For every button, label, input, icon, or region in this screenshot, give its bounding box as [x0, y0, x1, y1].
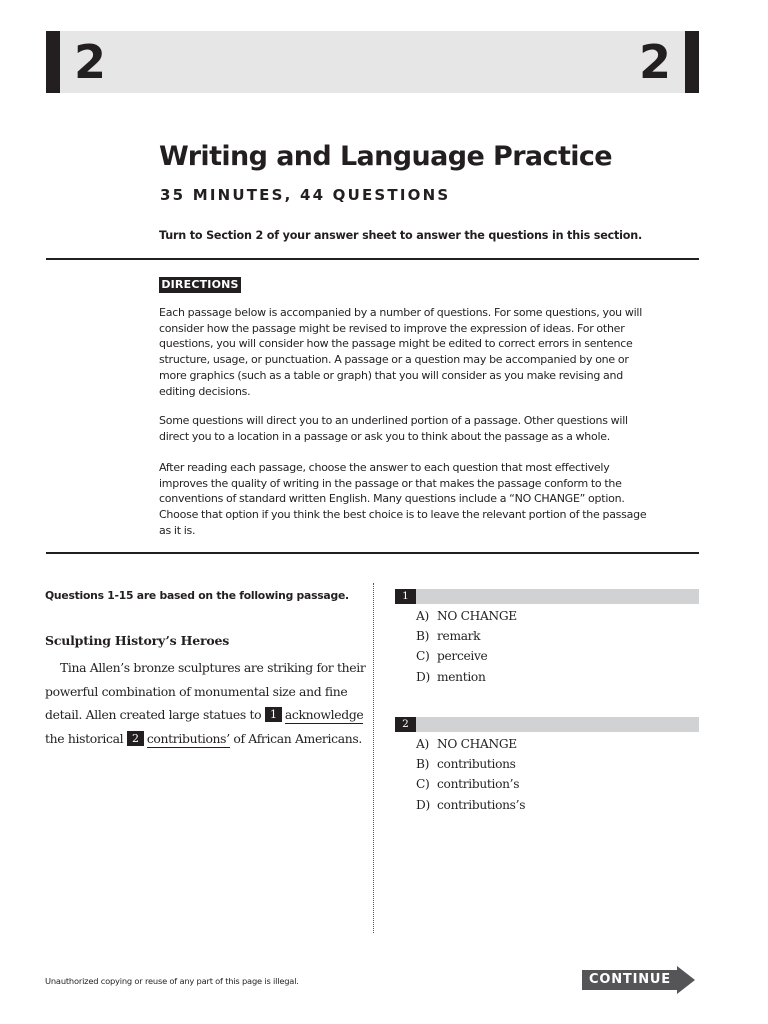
answer-option[interactable]: [416, 774, 525, 794]
option-text: contribution’s: [437, 777, 520, 792]
section-header-bar-left: [46, 31, 60, 93]
copyright-notice: Unauthorized copying or reuse of any part of this page is illegal.: [45, 976, 299, 986]
continue-label: CONTINUE: [589, 972, 671, 987]
underlined-portion-2[interactable]: contributions’: [146, 730, 230, 746]
passage-body: [45, 656, 366, 750]
option-text: NO CHANGE: [437, 609, 517, 623]
section-number-left: 2: [74, 35, 107, 89]
answer-option[interactable]: [416, 667, 517, 687]
answer-option[interactable]: [416, 626, 517, 646]
passage-line: Tina Allen’s bronze sculptures are striking for their: [60, 660, 366, 675]
answer-sheet-instruction: Turn to Section 2 of your answer sheet to answer the questions in this section.: [159, 229, 643, 242]
answer-option[interactable]: [416, 646, 517, 666]
page-title: Writing and Language Practice: [159, 141, 613, 172]
directions-paragraph-1: Each passage below is accompanied by a number of questions. For some questions, you will consider how the passage might be revised to improve the expression of ideas. For other questions, you will consider how the passage might be edited to correct errors in sentence structure, usage, or punctuation. A passage or a question may be accompanied by one or more graphics (such as a table or graph) that you will consider as you make revising and editing decisions.: [159, 306, 643, 398]
passage-line: [45, 703, 364, 727]
directions-bottom-rule: [46, 552, 699, 554]
question-2-options: [416, 734, 525, 815]
question-1-header: [395, 589, 699, 604]
question-1-options: [416, 606, 517, 687]
answer-option[interactable]: [416, 606, 517, 626]
section-header-band: [46, 31, 699, 93]
passage-text: the historical: [45, 730, 124, 746]
option-letter: B): [416, 757, 430, 772]
section-number-right: 2: [638, 35, 671, 89]
passage-text: of African Americans.: [233, 730, 362, 746]
answer-option[interactable]: [416, 795, 525, 815]
section-header-bar-right: [685, 31, 699, 93]
option-letter: C): [416, 777, 430, 792]
option-text: perceive: [437, 649, 488, 664]
answer-option[interactable]: [416, 754, 525, 774]
arrow-right-icon: [677, 966, 695, 994]
passage-text: detail. Allen created large statues to: [45, 707, 262, 723]
question-number: 1: [395, 589, 416, 604]
option-text: contributions: [437, 757, 516, 772]
page-subtitle: 35 MINUTES, 44 QUESTIONS: [160, 186, 451, 204]
directions-paragraph-2: Some questions will direct you to an underlined portion of a passage. Other questions will direct you to a location in a passage or ask you to think about the passage as a whole.: [159, 414, 628, 443]
directions-top-rule: [46, 258, 699, 260]
option-letter: A): [416, 737, 429, 751]
passage-intro: Questions 1-15 are based on the following passage.: [45, 589, 349, 602]
option-text: NO CHANGE: [437, 737, 517, 751]
option-text: remark: [437, 629, 481, 644]
question-number: 2: [395, 717, 416, 732]
continue-button[interactable]: [582, 966, 696, 994]
passage-title: Sculpting History’s Heroes: [45, 633, 230, 648]
directions-paragraph-3: After reading each passage, choose the answer to each question that most effectively improves the quality of writing in the passage or that makes the passage conform to the conventions of standard written English. Many questions include a “NO CHANGE” option. Choose that option if you think the best choice is to leave the relevant portion of the passage as it is.: [159, 461, 647, 537]
question-marker-2[interactable]: 2: [127, 731, 144, 746]
passage-line: powerful combination of monumental size and fine: [45, 683, 348, 699]
passage-line: [45, 727, 362, 751]
question-2-header: [395, 717, 699, 732]
option-text: contributions’s: [437, 797, 526, 812]
directions-label: DIRECTIONS: [159, 277, 241, 293]
option-letter: C): [416, 649, 430, 664]
column-divider: [373, 583, 374, 933]
option-letter: B): [416, 629, 430, 644]
option-letter: D): [416, 669, 430, 684]
option-letter: A): [416, 609, 429, 623]
option-text: mention: [437, 669, 486, 684]
underlined-portion-1[interactable]: acknowledge: [284, 707, 364, 723]
question-marker-1[interactable]: 1: [265, 707, 282, 722]
option-letter: D): [416, 797, 430, 812]
answer-option[interactable]: [416, 734, 525, 754]
